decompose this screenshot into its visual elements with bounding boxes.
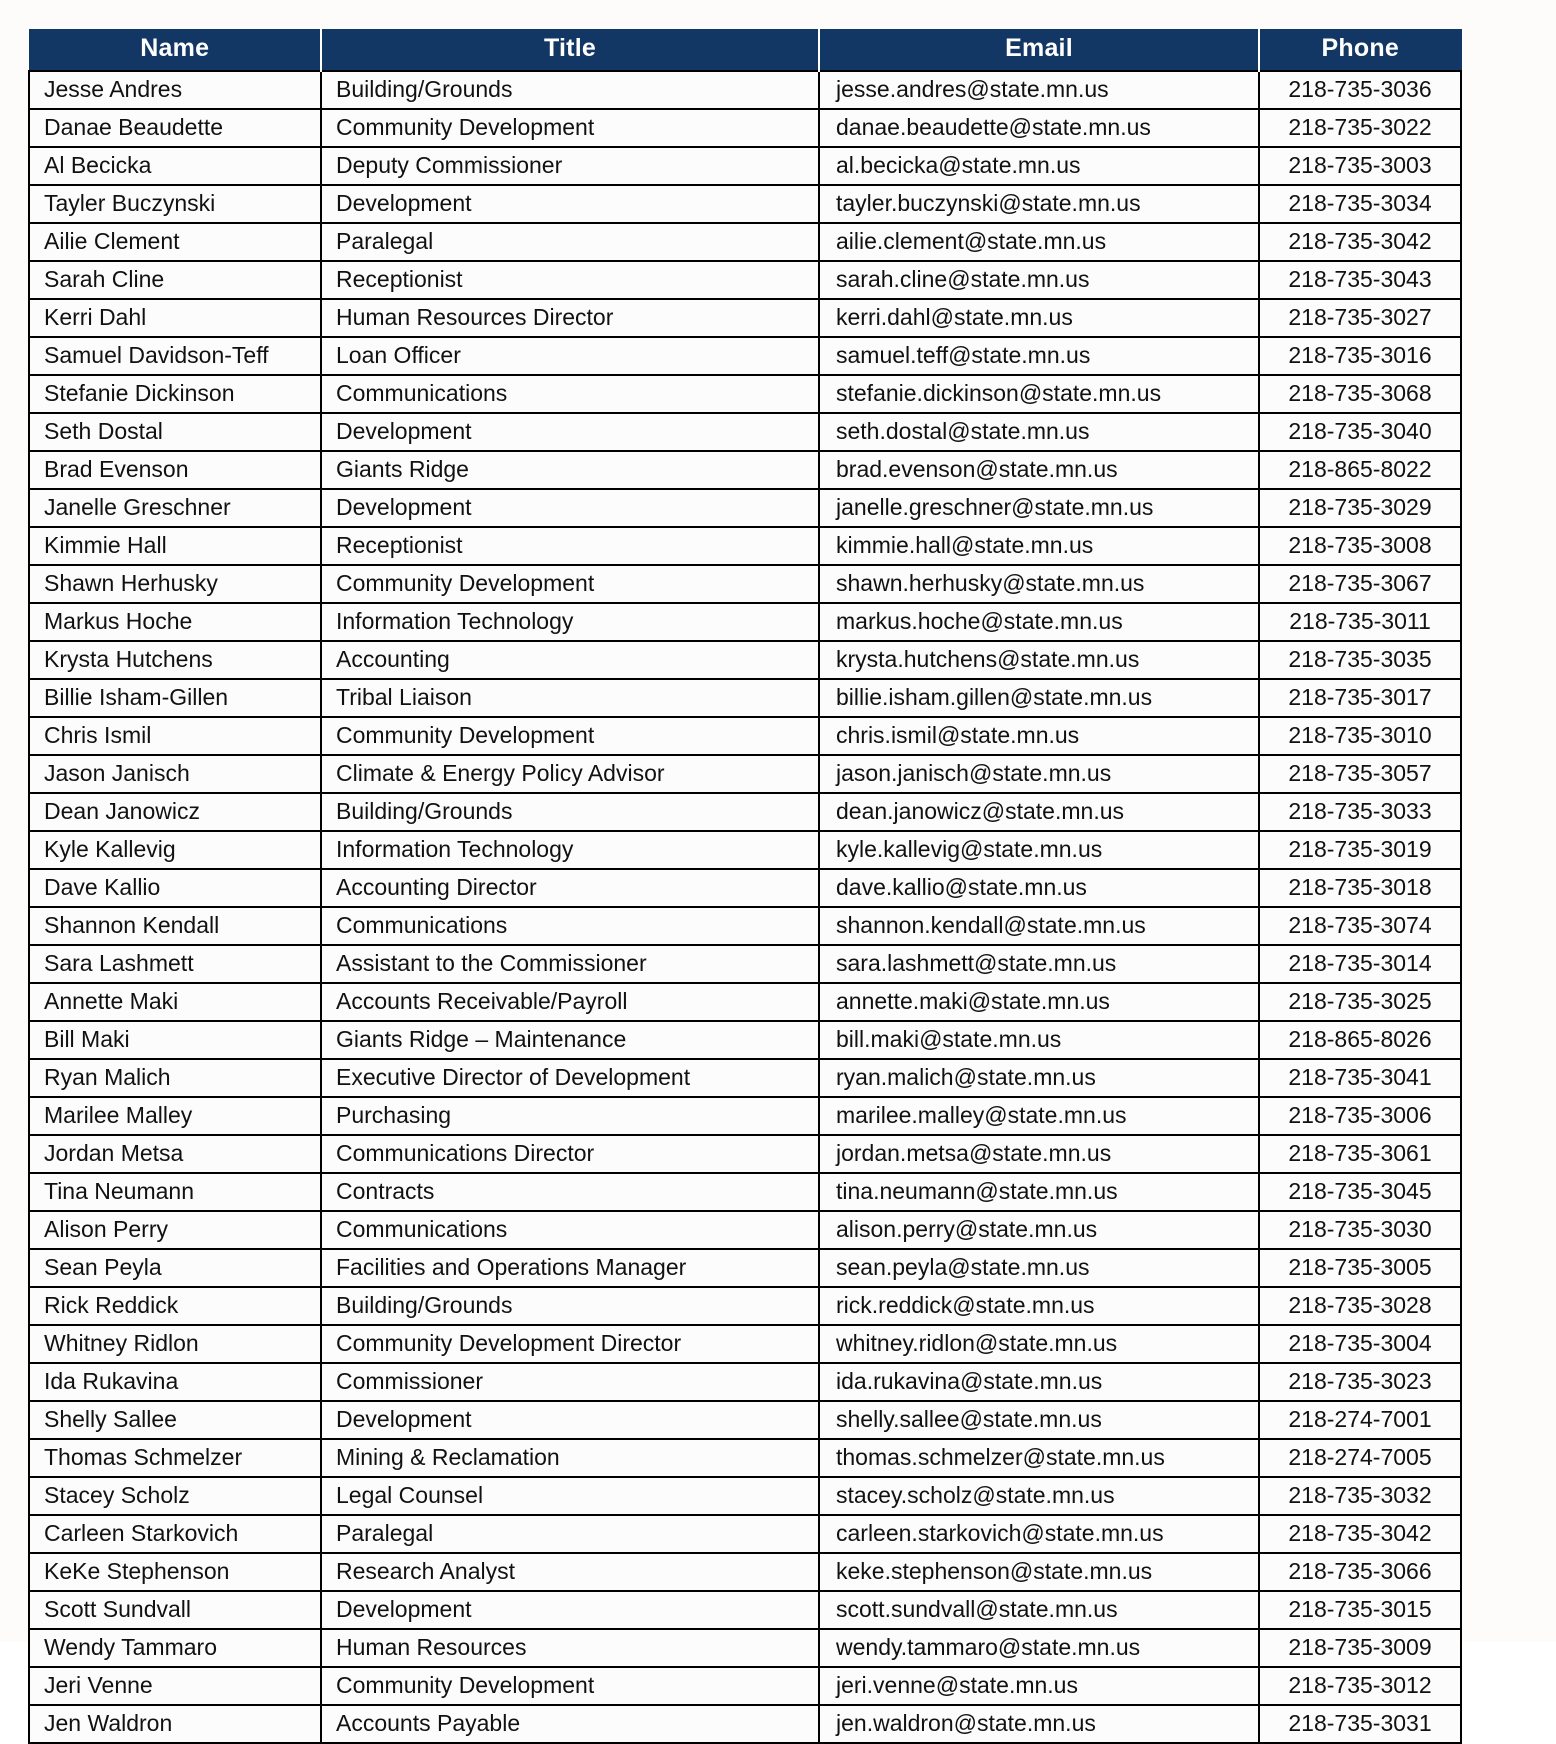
- table-row[interactable]: [29, 1629, 1461, 1667]
- staff-phone-cell[interactable]: 218-735-3018: [1259, 869, 1461, 907]
- table-row[interactable]: [29, 1439, 1461, 1477]
- staff-name-cell: Markus Hoche: [29, 603, 321, 641]
- staff-phone-cell[interactable]: 218-735-3035: [1259, 641, 1461, 679]
- staff-email-cell[interactable]: ida.rukavina@state.mn.us: [819, 1363, 1259, 1401]
- staff-name-cell: Sara Lashmett: [29, 945, 321, 983]
- table-row[interactable]: [29, 1325, 1461, 1363]
- staff-phone-cell[interactable]: 218-735-3031: [1259, 1705, 1461, 1743]
- staff-title-cell: Community Development: [321, 1667, 819, 1705]
- table-row[interactable]: [29, 1059, 1461, 1097]
- staff-name-cell: Ailie Clement: [29, 223, 321, 261]
- staff-title-cell: Communications: [321, 1211, 819, 1249]
- staff-name-cell: Alison Perry: [29, 1211, 321, 1249]
- staff-name-cell: Bill Maki: [29, 1021, 321, 1059]
- staff-name-cell: Scott Sundvall: [29, 1591, 321, 1629]
- staff-phone-cell[interactable]: 218-735-3025: [1259, 983, 1461, 1021]
- staff-title-cell: Accounts Receivable/Payroll: [321, 983, 819, 1021]
- staff-email-cell[interactable]: marilee.malley@state.mn.us: [819, 1097, 1259, 1135]
- table-row[interactable]: [29, 945, 1461, 983]
- staff-email-cell[interactable]: krysta.hutchens@state.mn.us: [819, 641, 1259, 679]
- staff-title-cell: Communications: [321, 375, 819, 413]
- staff-title-cell: Communications: [321, 907, 819, 945]
- staff-email-cell[interactable]: samuel.teff@state.mn.us: [819, 337, 1259, 375]
- column-header-title[interactable]: Title: [321, 30, 819, 72]
- staff-phone-cell[interactable]: 218-735-3009: [1259, 1629, 1461, 1667]
- staff-name-cell: Shannon Kendall: [29, 907, 321, 945]
- staff-name-cell: Jeri Venne: [29, 1667, 321, 1705]
- table-row[interactable]: [29, 1173, 1461, 1211]
- staff-title-cell: Assistant to the Commissioner: [321, 945, 819, 983]
- staff-name-cell: Kyle Kallevig: [29, 831, 321, 869]
- staff-email-cell[interactable]: tina.neumann@state.mn.us: [819, 1173, 1259, 1211]
- staff-phone-cell[interactable]: 218-735-3019: [1259, 831, 1461, 869]
- table-row[interactable]: [29, 907, 1461, 945]
- table-row[interactable]: [29, 1401, 1461, 1439]
- staff-name-cell: Annette Maki: [29, 983, 321, 1021]
- staff-name-cell: Seth Dostal: [29, 413, 321, 451]
- table-row[interactable]: [29, 375, 1461, 413]
- table-row[interactable]: [29, 1477, 1461, 1515]
- staff-name-cell: Shawn Herhusky: [29, 565, 321, 603]
- staff-email-cell[interactable]: al.becicka@state.mn.us: [819, 147, 1259, 185]
- staff-email-cell[interactable]: sean.peyla@state.mn.us: [819, 1249, 1259, 1287]
- staff-email-cell[interactable]: jeri.venne@state.mn.us: [819, 1667, 1259, 1705]
- staff-name-cell: Tayler Buczynski: [29, 185, 321, 223]
- staff-email-cell[interactable]: shelly.sallee@state.mn.us: [819, 1401, 1259, 1439]
- table-row[interactable]: [29, 299, 1461, 337]
- table-row[interactable]: [29, 1591, 1461, 1629]
- staff-name-cell: Jen Waldron: [29, 1705, 321, 1743]
- table-row[interactable]: [29, 1211, 1461, 1249]
- staff-title-cell: Information Technology: [321, 831, 819, 869]
- staff-email-cell[interactable]: wendy.tammaro@state.mn.us: [819, 1629, 1259, 1667]
- table-row[interactable]: [29, 1553, 1461, 1591]
- staff-title-cell: Receptionist: [321, 527, 819, 565]
- staff-title-cell: Paralegal: [321, 223, 819, 261]
- staff-name-cell: Ryan Malich: [29, 1059, 321, 1097]
- staff-name-cell: Dean Janowicz: [29, 793, 321, 831]
- staff-phone-cell[interactable]: 218-735-3011: [1259, 603, 1461, 641]
- staff-phone-cell[interactable]: 218-735-3005: [1259, 1249, 1461, 1287]
- column-header-name[interactable]: Name: [29, 30, 321, 72]
- staff-name-cell: Brad Evenson: [29, 451, 321, 489]
- staff-phone-cell[interactable]: 218-735-3015: [1259, 1591, 1461, 1629]
- staff-title-cell: Mining & Reclamation: [321, 1439, 819, 1477]
- staff-name-cell: Dave Kallio: [29, 869, 321, 907]
- staff-email-cell[interactable]: tayler.buczynski@state.mn.us: [819, 185, 1259, 223]
- staff-name-cell: Thomas Schmelzer: [29, 1439, 321, 1477]
- staff-phone-cell[interactable]: 218-735-3006: [1259, 1097, 1461, 1135]
- staff-title-cell: Community Development: [321, 565, 819, 603]
- staff-name-cell: Janelle Greschner: [29, 489, 321, 527]
- staff-title-cell: Deputy Commissioner: [321, 147, 819, 185]
- staff-title-cell: Human Resources: [321, 1629, 819, 1667]
- staff-title-cell: Facilities and Operations Manager: [321, 1249, 819, 1287]
- staff-phone-cell[interactable]: 218-735-3036: [1259, 71, 1461, 109]
- table-row[interactable]: [29, 1021, 1461, 1059]
- staff-title-cell: Building/Grounds: [321, 1287, 819, 1325]
- staff-phone-cell[interactable]: 218-735-3068: [1259, 375, 1461, 413]
- staff-email-cell[interactable]: stacey.scholz@state.mn.us: [819, 1477, 1259, 1515]
- staff-phone-cell[interactable]: 218-274-7001: [1259, 1401, 1461, 1439]
- staff-title-cell: Community Development: [321, 109, 819, 147]
- staff-phone-cell[interactable]: 218-865-8026: [1259, 1021, 1461, 1059]
- staff-phone-cell[interactable]: 218-735-3066: [1259, 1553, 1461, 1591]
- staff-phone-cell[interactable]: 218-735-3040: [1259, 413, 1461, 451]
- staff-title-cell: Building/Grounds: [321, 793, 819, 831]
- staff-title-cell: Development: [321, 413, 819, 451]
- table-row[interactable]: [29, 489, 1461, 527]
- table-row[interactable]: [29, 565, 1461, 603]
- staff-phone-cell[interactable]: 218-735-3067: [1259, 565, 1461, 603]
- staff-email-cell[interactable]: shannon.kendall@state.mn.us: [819, 907, 1259, 945]
- staff-name-cell: Shelly Sallee: [29, 1401, 321, 1439]
- table-row[interactable]: [29, 1363, 1461, 1401]
- staff-title-cell: Accounts Payable: [321, 1705, 819, 1743]
- staff-name-cell: Stacey Scholz: [29, 1477, 321, 1515]
- staff-title-cell: Accounting Director: [321, 869, 819, 907]
- staff-title-cell: Climate & Energy Policy Advisor: [321, 755, 819, 793]
- staff-title-cell: Purchasing: [321, 1097, 819, 1135]
- staff-phone-cell[interactable]: 218-735-3030: [1259, 1211, 1461, 1249]
- staff-email-cell[interactable]: jason.janisch@state.mn.us: [819, 755, 1259, 793]
- staff-phone-cell[interactable]: 218-735-3033: [1259, 793, 1461, 831]
- table-row[interactable]: [29, 717, 1461, 755]
- staff-email-cell[interactable]: jordan.metsa@state.mn.us: [819, 1135, 1259, 1173]
- staff-name-cell: Chris Ismil: [29, 717, 321, 755]
- table-row[interactable]: [29, 1097, 1461, 1135]
- staff-phone-cell[interactable]: 218-735-3042: [1259, 223, 1461, 261]
- staff-title-cell: Information Technology: [321, 603, 819, 641]
- staff-email-cell[interactable]: whitney.ridlon@state.mn.us: [819, 1325, 1259, 1363]
- staff-title-cell: Development: [321, 489, 819, 527]
- staff-title-cell: Human Resources Director: [321, 299, 819, 337]
- staff-name-cell: Sean Peyla: [29, 1249, 321, 1287]
- staff-email-cell[interactable]: kimmie.hall@state.mn.us: [819, 527, 1259, 565]
- staff-title-cell: Legal Counsel: [321, 1477, 819, 1515]
- staff-name-cell: Jordan Metsa: [29, 1135, 321, 1173]
- staff-phone-cell[interactable]: 218-735-3057: [1259, 755, 1461, 793]
- staff-email-cell[interactable]: rick.reddick@state.mn.us: [819, 1287, 1259, 1325]
- staff-title-cell: Accounting: [321, 641, 819, 679]
- staff-email-cell[interactable]: carleen.starkovich@state.mn.us: [819, 1515, 1259, 1553]
- staff-phone-cell[interactable]: 218-735-3028: [1259, 1287, 1461, 1325]
- staff-email-cell[interactable]: jen.waldron@state.mn.us: [819, 1705, 1259, 1743]
- staff-name-cell: Samuel Davidson-Teff: [29, 337, 321, 375]
- staff-phone-cell[interactable]: 218-735-3043: [1259, 261, 1461, 299]
- staff-email-cell[interactable]: seth.dostal@state.mn.us: [819, 413, 1259, 451]
- table-row[interactable]: [29, 641, 1461, 679]
- staff-name-cell: Carleen Starkovich: [29, 1515, 321, 1553]
- staff-name-cell: Stefanie Dickinson: [29, 375, 321, 413]
- table-row[interactable]: [29, 831, 1461, 869]
- staff-email-cell[interactable]: ryan.malich@state.mn.us: [819, 1059, 1259, 1097]
- staff-phone-cell[interactable]: 218-735-3003: [1259, 147, 1461, 185]
- column-header-email[interactable]: Email: [819, 30, 1259, 72]
- table-row[interactable]: [29, 337, 1461, 375]
- table-row[interactable]: [29, 413, 1461, 451]
- staff-phone-cell[interactable]: 218-735-3016: [1259, 337, 1461, 375]
- staff-phone-cell[interactable]: 218-735-3017: [1259, 679, 1461, 717]
- table-body: [29, 71, 1461, 1743]
- table-row[interactable]: [29, 1705, 1461, 1743]
- staff-email-cell[interactable]: dave.kallio@state.mn.us: [819, 869, 1259, 907]
- staff-title-cell: Receptionist: [321, 261, 819, 299]
- staff-email-cell[interactable]: markus.hoche@state.mn.us: [819, 603, 1259, 641]
- staff-email-cell[interactable]: kyle.kallevig@state.mn.us: [819, 831, 1259, 869]
- staff-email-cell[interactable]: ailie.clement@state.mn.us: [819, 223, 1259, 261]
- staff-phone-cell[interactable]: 218-735-3045: [1259, 1173, 1461, 1211]
- staff-phone-cell[interactable]: 218-735-3023: [1259, 1363, 1461, 1401]
- staff-title-cell: Communications Director: [321, 1135, 819, 1173]
- staff-email-cell[interactable]: keke.stephenson@state.mn.us: [819, 1553, 1259, 1591]
- staff-name-cell: Danae Beaudette: [29, 109, 321, 147]
- staff-name-cell: Tina Neumann: [29, 1173, 321, 1211]
- staff-email-cell[interactable]: brad.evenson@state.mn.us: [819, 451, 1259, 489]
- staff-phone-cell[interactable]: 218-735-3004: [1259, 1325, 1461, 1363]
- staff-title-cell: Paralegal: [321, 1515, 819, 1553]
- table-row[interactable]: [29, 793, 1461, 831]
- table-row[interactable]: [29, 1515, 1461, 1553]
- staff-phone-cell[interactable]: 218-735-3029: [1259, 489, 1461, 527]
- staff-name-cell: Rick Reddick: [29, 1287, 321, 1325]
- staff-title-cell: Commissioner: [321, 1363, 819, 1401]
- table-row[interactable]: [29, 1249, 1461, 1287]
- staff-phone-cell[interactable]: 218-735-3022: [1259, 109, 1461, 147]
- staff-phone-cell[interactable]: 218-735-3042: [1259, 1515, 1461, 1553]
- table-row[interactable]: [29, 755, 1461, 793]
- staff-title-cell: Contracts: [321, 1173, 819, 1211]
- table-row[interactable]: [29, 261, 1461, 299]
- staff-name-cell: Al Becicka: [29, 147, 321, 185]
- staff-title-cell: Building/Grounds: [321, 71, 819, 109]
- staff-name-cell: Krysta Hutchens: [29, 641, 321, 679]
- staff-title-cell: Community Development: [321, 717, 819, 755]
- staff-phone-cell[interactable]: 218-735-3074: [1259, 907, 1461, 945]
- staff-name-cell: Kerri Dahl: [29, 299, 321, 337]
- staff-email-cell[interactable]: jesse.andres@state.mn.us: [819, 71, 1259, 109]
- staff-phone-cell[interactable]: 218-735-3012: [1259, 1667, 1461, 1705]
- staff-email-cell[interactable]: sarah.cline@state.mn.us: [819, 261, 1259, 299]
- table-row[interactable]: [29, 1135, 1461, 1173]
- staff-email-cell[interactable]: janelle.greschner@state.mn.us: [819, 489, 1259, 527]
- table-row[interactable]: [29, 451, 1461, 489]
- staff-title-cell: Executive Director of Development: [321, 1059, 819, 1097]
- staff-phone-cell[interactable]: 218-735-3061: [1259, 1135, 1461, 1173]
- table-row[interactable]: [29, 527, 1461, 565]
- staff-title-cell: Development: [321, 1401, 819, 1439]
- staff-name-cell: Ida Rukavina: [29, 1363, 321, 1401]
- staff-phone-cell[interactable]: 218-735-3027: [1259, 299, 1461, 337]
- table-row[interactable]: [29, 679, 1461, 717]
- staff-title-cell: Loan Officer: [321, 337, 819, 375]
- staff-name-cell: Sarah Cline: [29, 261, 321, 299]
- staff-email-cell[interactable]: thomas.schmelzer@state.mn.us: [819, 1439, 1259, 1477]
- staff-name-cell: Jason Janisch: [29, 755, 321, 793]
- staff-email-cell[interactable]: annette.maki@state.mn.us: [819, 983, 1259, 1021]
- staff-email-cell[interactable]: alison.perry@state.mn.us: [819, 1211, 1259, 1249]
- table-row[interactable]: [29, 109, 1461, 147]
- staff-email-cell[interactable]: bill.maki@state.mn.us: [819, 1021, 1259, 1059]
- staff-name-cell: Billie Isham-Gillen: [29, 679, 321, 717]
- table-header-row: [29, 30, 1461, 72]
- table-header: [29, 30, 1461, 72]
- table-row[interactable]: [29, 185, 1461, 223]
- staff-directory-table: [28, 29, 1462, 1744]
- staff-email-cell[interactable]: dean.janowicz@state.mn.us: [819, 793, 1259, 831]
- table-row[interactable]: [29, 147, 1461, 185]
- staff-title-cell: Giants Ridge – Maintenance: [321, 1021, 819, 1059]
- staff-name-cell: Whitney Ridlon: [29, 1325, 321, 1363]
- table-row[interactable]: [29, 869, 1461, 907]
- column-header-phone[interactable]: Phone: [1259, 30, 1461, 72]
- staff-phone-cell[interactable]: 218-865-8022: [1259, 451, 1461, 489]
- staff-phone-cell[interactable]: 218-274-7005: [1259, 1439, 1461, 1477]
- staff-phone-cell[interactable]: 218-735-3041: [1259, 1059, 1461, 1097]
- staff-name-cell: Marilee Malley: [29, 1097, 321, 1135]
- staff-name-cell: KeKe Stephenson: [29, 1553, 321, 1591]
- table-row[interactable]: [29, 983, 1461, 1021]
- staff-phone-cell[interactable]: 218-735-3032: [1259, 1477, 1461, 1515]
- staff-email-cell[interactable]: billie.isham.gillen@state.mn.us: [819, 679, 1259, 717]
- staff-email-cell[interactable]: shawn.herhusky@state.mn.us: [819, 565, 1259, 603]
- staff-email-cell[interactable]: stefanie.dickinson@state.mn.us: [819, 375, 1259, 413]
- staff-phone-cell[interactable]: 218-735-3010: [1259, 717, 1461, 755]
- staff-title-cell: Tribal Liaison: [321, 679, 819, 717]
- staff-phone-cell[interactable]: 218-735-3014: [1259, 945, 1461, 983]
- staff-title-cell: Community Development Director: [321, 1325, 819, 1363]
- table-row[interactable]: [29, 71, 1461, 109]
- staff-name-cell: Jesse Andres: [29, 71, 321, 109]
- staff-name-cell: Wendy Tammaro: [29, 1629, 321, 1667]
- staff-email-cell[interactable]: scott.sundvall@state.mn.us: [819, 1591, 1259, 1629]
- staff-name-cell: Kimmie Hall: [29, 527, 321, 565]
- staff-title-cell: Development: [321, 1591, 819, 1629]
- staff-title-cell: Research Analyst: [321, 1553, 819, 1591]
- table-row[interactable]: [29, 1667, 1461, 1705]
- staff-email-cell[interactable]: danae.beaudette@state.mn.us: [819, 109, 1259, 147]
- table-row[interactable]: [29, 603, 1461, 641]
- staff-email-cell[interactable]: kerri.dahl@state.mn.us: [819, 299, 1259, 337]
- staff-title-cell: Development: [321, 185, 819, 223]
- staff-phone-cell[interactable]: 218-735-3008: [1259, 527, 1461, 565]
- table-row[interactable]: [29, 1287, 1461, 1325]
- staff-email-cell[interactable]: chris.ismil@state.mn.us: [819, 717, 1259, 755]
- table-row[interactable]: [29, 223, 1461, 261]
- staff-email-cell[interactable]: sara.lashmett@state.mn.us: [819, 945, 1259, 983]
- staff-title-cell: Giants Ridge: [321, 451, 819, 489]
- staff-phone-cell[interactable]: 218-735-3034: [1259, 185, 1461, 223]
